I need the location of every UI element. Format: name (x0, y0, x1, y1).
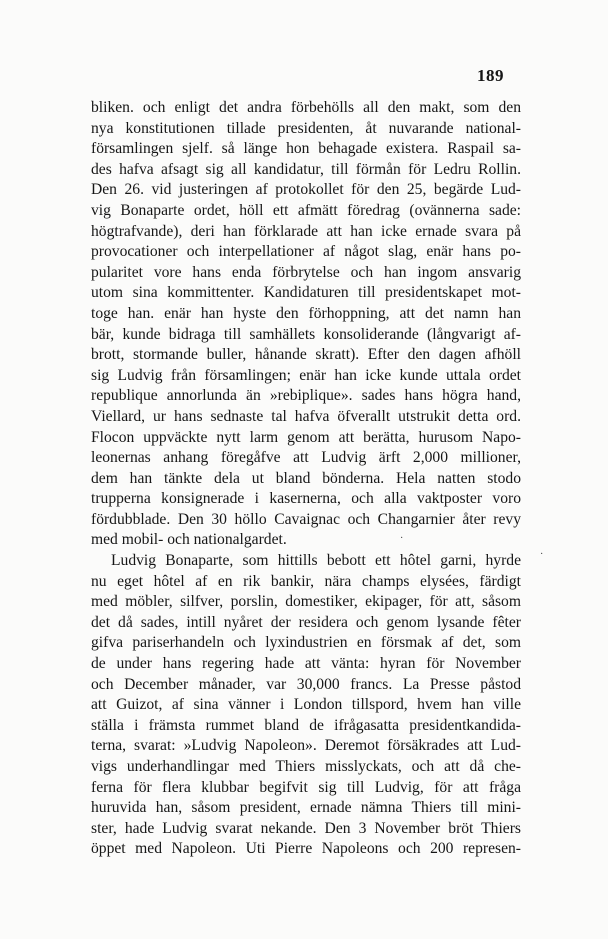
text-line: brott, stormande buller, hånande skratt). Efter den dagen afhöll (91, 346, 521, 364)
text-line: nya konstitutionen tillade presidenten, åt nuvarande national- (91, 119, 521, 137)
text-line: Ludvig Bonaparte, som hittills bebott ett hôtel garni, hyrde (111, 552, 521, 570)
text-line: och December månader, var 30,000 francs. La Presse påstod (91, 675, 521, 693)
text-line: öppet med Napoleon. Uti Pierre Napoleons och 200 represen- (91, 840, 521, 858)
text-line: utom sina kommittenter. Kandidaturen till presidentskapet mot- (91, 284, 521, 302)
text-line: det då sades, intill nyåret der residera och genom lysande fêter (91, 613, 521, 631)
text-line: ställa i främsta rummet bland de ifrågasatta presidentkandida- (91, 716, 521, 734)
text-line: vig Bonaparte ordet, höll ett afmätt föredrag (ovännerna sade: (91, 201, 521, 219)
page-number: 189 (477, 66, 504, 85)
text-line: bär, kunde bidraga till samhällets konsoliderande (långvarigt af- (91, 325, 521, 343)
text-line: högtrafvande), deri han förklarade att han icke ernade svara på (91, 222, 521, 240)
text-line: Den 26. vid justeringen af protokollet för den 25, begärde Lud- (91, 181, 521, 199)
text-line: fördubblade. Den 30 höllo Cavaignac och Changarnier åter revy (91, 510, 521, 528)
text-line: trupperna konsignerade i kasernerna, och alla vaktposter voro (91, 490, 521, 508)
text-line: med mobil- och nationalgardet. (91, 531, 287, 549)
text-line: sig Ludvig från församlingen; enär han icke kunde uttala ordet (91, 366, 521, 384)
text-line: republique annorlunda än »rebiplique». sades hans högra hand, (91, 387, 521, 405)
text-line: församlingen sjelf. så länge hon behagade existera. Raspail sa- (91, 140, 521, 158)
text-line: pularitet vore hans enda förbrytelse och han ingom ansvarig (91, 263, 521, 281)
print-speck: · (400, 533, 404, 544)
text-line: huruvida han, såsom president, ernade nämna Thiers till mini- (91, 799, 521, 817)
text-line: dem han tänkte dela ut bland bönderna. Hela natten stodo (91, 469, 521, 487)
text-line: bliken. och enligt det andra förbehölls all den makt, som den (91, 99, 521, 116)
text-line: gifva pariserhandeln och lyxindustrien en försmak af det, som (91, 634, 521, 652)
text-line: Flocon uppväckte nytt larm genom att berätta, hurusom Napo- (91, 428, 521, 446)
text-line: terna, svarat: »Ludvig Napoleon». Deremot försäkrades att Lud- (91, 737, 521, 755)
print-speck: · (540, 549, 544, 560)
text-line: med möbler, silfver, porslin, domestiker, ekipager, för att, såsom (91, 593, 521, 611)
text-line: leonernas anhang föregåfve att Ludvig ärft 2,000 millioner, (91, 449, 521, 467)
text-line: de under hans regering hade att vänta: hyran för November (91, 655, 521, 673)
text-line: ferna för flera klubbar begifvit sig till Ludvig, för att fråga (91, 778, 521, 796)
text-line: Viellard, ur hans sednaste tal hafva öfverallt utstrukit detta ord. (91, 407, 521, 425)
text-line: des hafva afsagt sig all kandidatur, till förmån för Ledru Rollin. (91, 160, 521, 178)
text-line: ster, hade Ludvig svarat nekande. Den 3 November bröt Thiers (91, 819, 521, 837)
text-line: toge han. enär han hyste den förhoppning, att det namn han (91, 304, 521, 322)
text-line: vigs underhandlingar med Thiers misslyckats, och att då che- (91, 758, 521, 775)
text-line: provocationer och interpellationer af något slag, enär hans po- (91, 243, 521, 261)
text-line: att Guizot, af sina vänner i London tillspord, hvem han ville (91, 696, 521, 714)
text-line: nu eget hôtel af en rik bankir, nära champs elysées, färdigt (91, 572, 521, 590)
body-text (91, 98, 521, 860)
